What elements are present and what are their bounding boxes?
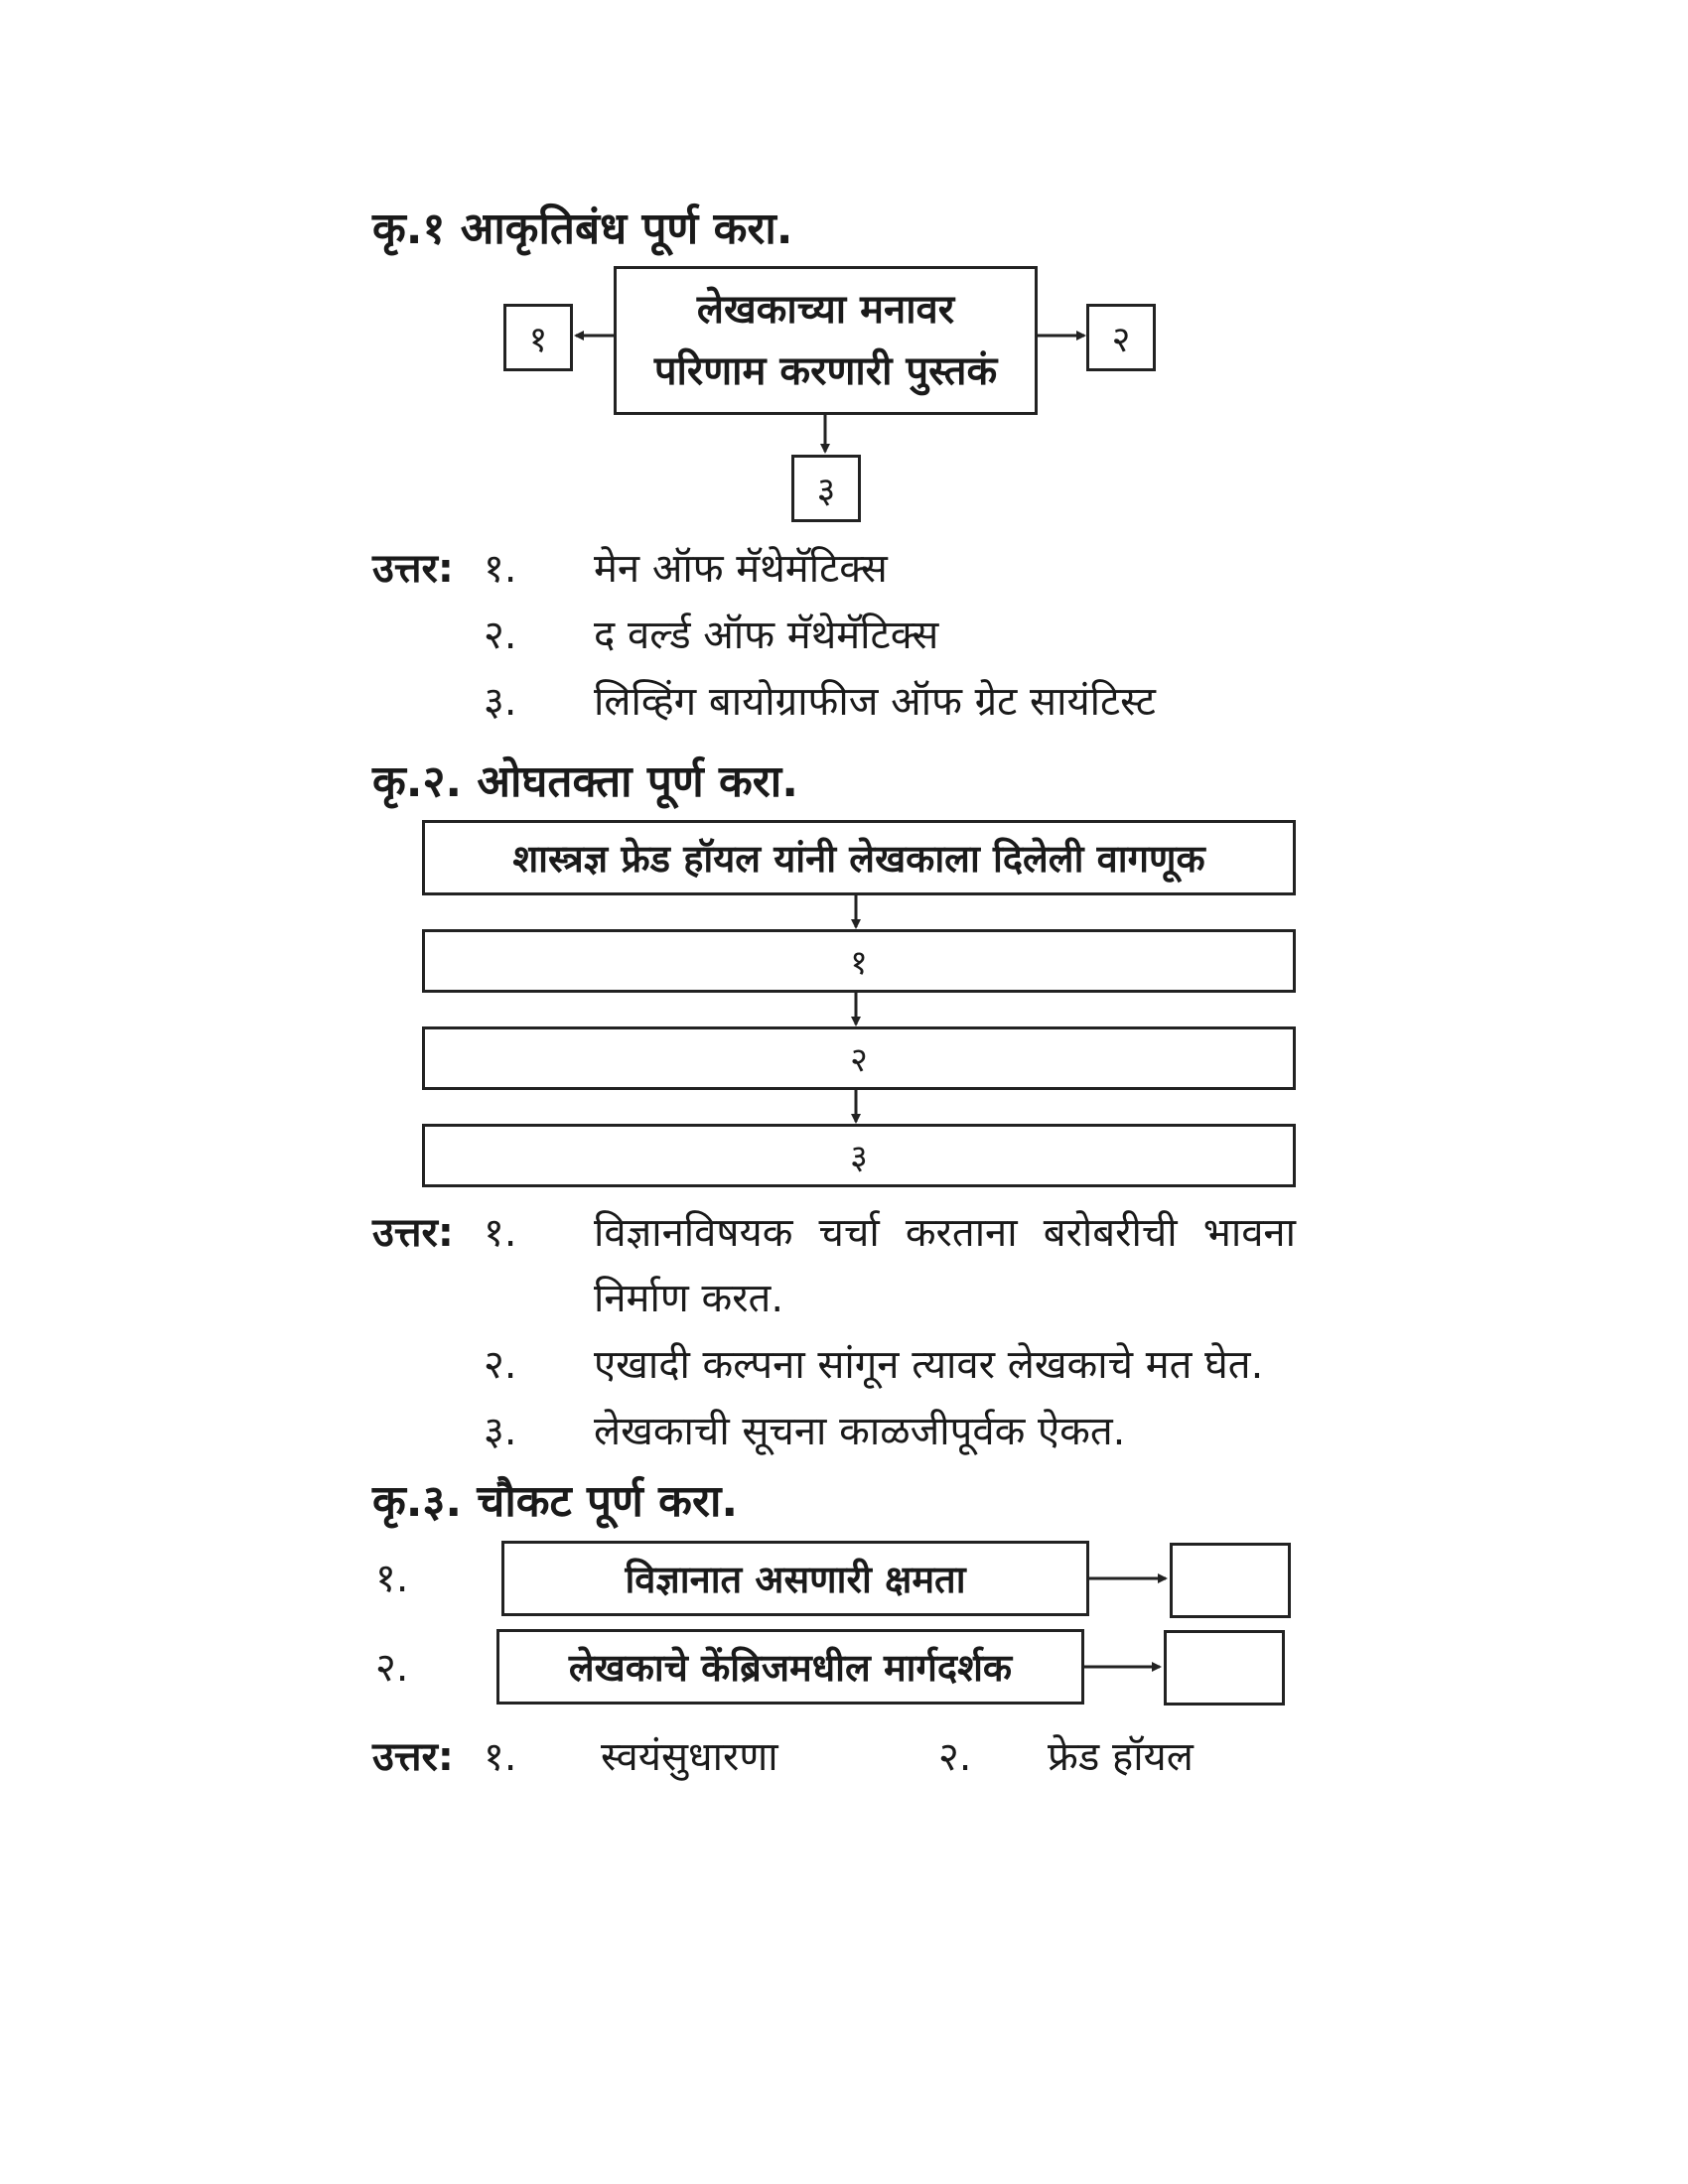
q1-answer-label: उत्तर: — [372, 546, 454, 592]
q3-row1-box: विज्ञानात असणारी क्षमता — [501, 1541, 1089, 1616]
q2-step-box-1: १ — [422, 929, 1296, 993]
q2-step-box-3: ३ — [422, 1124, 1296, 1187]
q1-center-box — [614, 266, 1038, 415]
q3-row1-blank-box — [1170, 1543, 1291, 1618]
q3-row1-num: १. — [375, 1556, 409, 1601]
q1-center-line1: लेखकाच्या मनावर — [696, 287, 955, 333]
q2-top-box: शास्त्रज्ञ फ्रेड हॉयल यांनी लेखकाला दिलेली वागणूक — [422, 820, 1296, 895]
q1-answer3-text: लिव्हिंग बायोग्राफीज ऑफ ग्रेट सायंटिस्ट — [594, 679, 1156, 725]
q3-answer1-num: १. — [484, 1734, 517, 1780]
q2-step-box-2: २ — [422, 1026, 1296, 1090]
q2-answer-label: उत्तर: — [372, 1210, 454, 1256]
q2-answer1-num: १. — [484, 1210, 517, 1256]
q3-answer-label: उत्तर: — [372, 1734, 454, 1780]
q2-answer2-text: एखादी कल्पना सांगून त्यावर लेखकाचे मत घेत. — [594, 1342, 1264, 1388]
q1-box-bottom: ३ — [791, 455, 861, 522]
q3-row2-num: २. — [375, 1645, 409, 1691]
q1-answer2-text: द वर्ल्ड ऑफ मॅथेमॅटिक्स — [594, 613, 939, 658]
q1-center-line2: परिणाम करणारी पुस्तकं — [653, 348, 998, 394]
q1-box-right: २ — [1086, 304, 1156, 371]
q3-answer2-num: २. — [938, 1734, 972, 1780]
q2-heading: कृ.२. ओघतक्ता पूर्ण करा. — [372, 756, 798, 807]
q2-answer1-line2: निर्माण करत. — [594, 1276, 784, 1321]
q3-row2-blank-box — [1164, 1630, 1285, 1706]
q2-answer1-line1: विज्ञानविषयक चर्चा करताना बरोबरीची भावना — [594, 1210, 1296, 1256]
q1-answer3-num: ३. — [484, 679, 517, 725]
q1-answer1-num: १. — [484, 546, 517, 592]
q2-answer3-text: लेखकाची सूचना काळजीपूर्वक ऐकत. — [594, 1409, 1126, 1454]
q1-heading: कृ.१ आकृतिबंध पूर्ण करा. — [372, 204, 793, 254]
q2-answer3-num: ३. — [484, 1409, 517, 1454]
q3-answer2-text: फ्रेड हॉयल — [1048, 1734, 1194, 1780]
q3-heading: कृ.३. चौकट पूर्ण करा. — [372, 1476, 739, 1527]
q3-answer1-text: स्वयंसुधारणा — [601, 1734, 778, 1780]
q3-row2-box: लेखकाचे केंब्रिजमधील मार्गदर्शक — [496, 1629, 1084, 1705]
q1-answer1-text: मेन ऑफ मॅथेमॅटिक्स — [594, 546, 888, 592]
q1-box-left: १ — [503, 304, 573, 371]
q1-answer2-num: २. — [484, 613, 517, 658]
q2-answer2-num: २. — [484, 1342, 517, 1388]
